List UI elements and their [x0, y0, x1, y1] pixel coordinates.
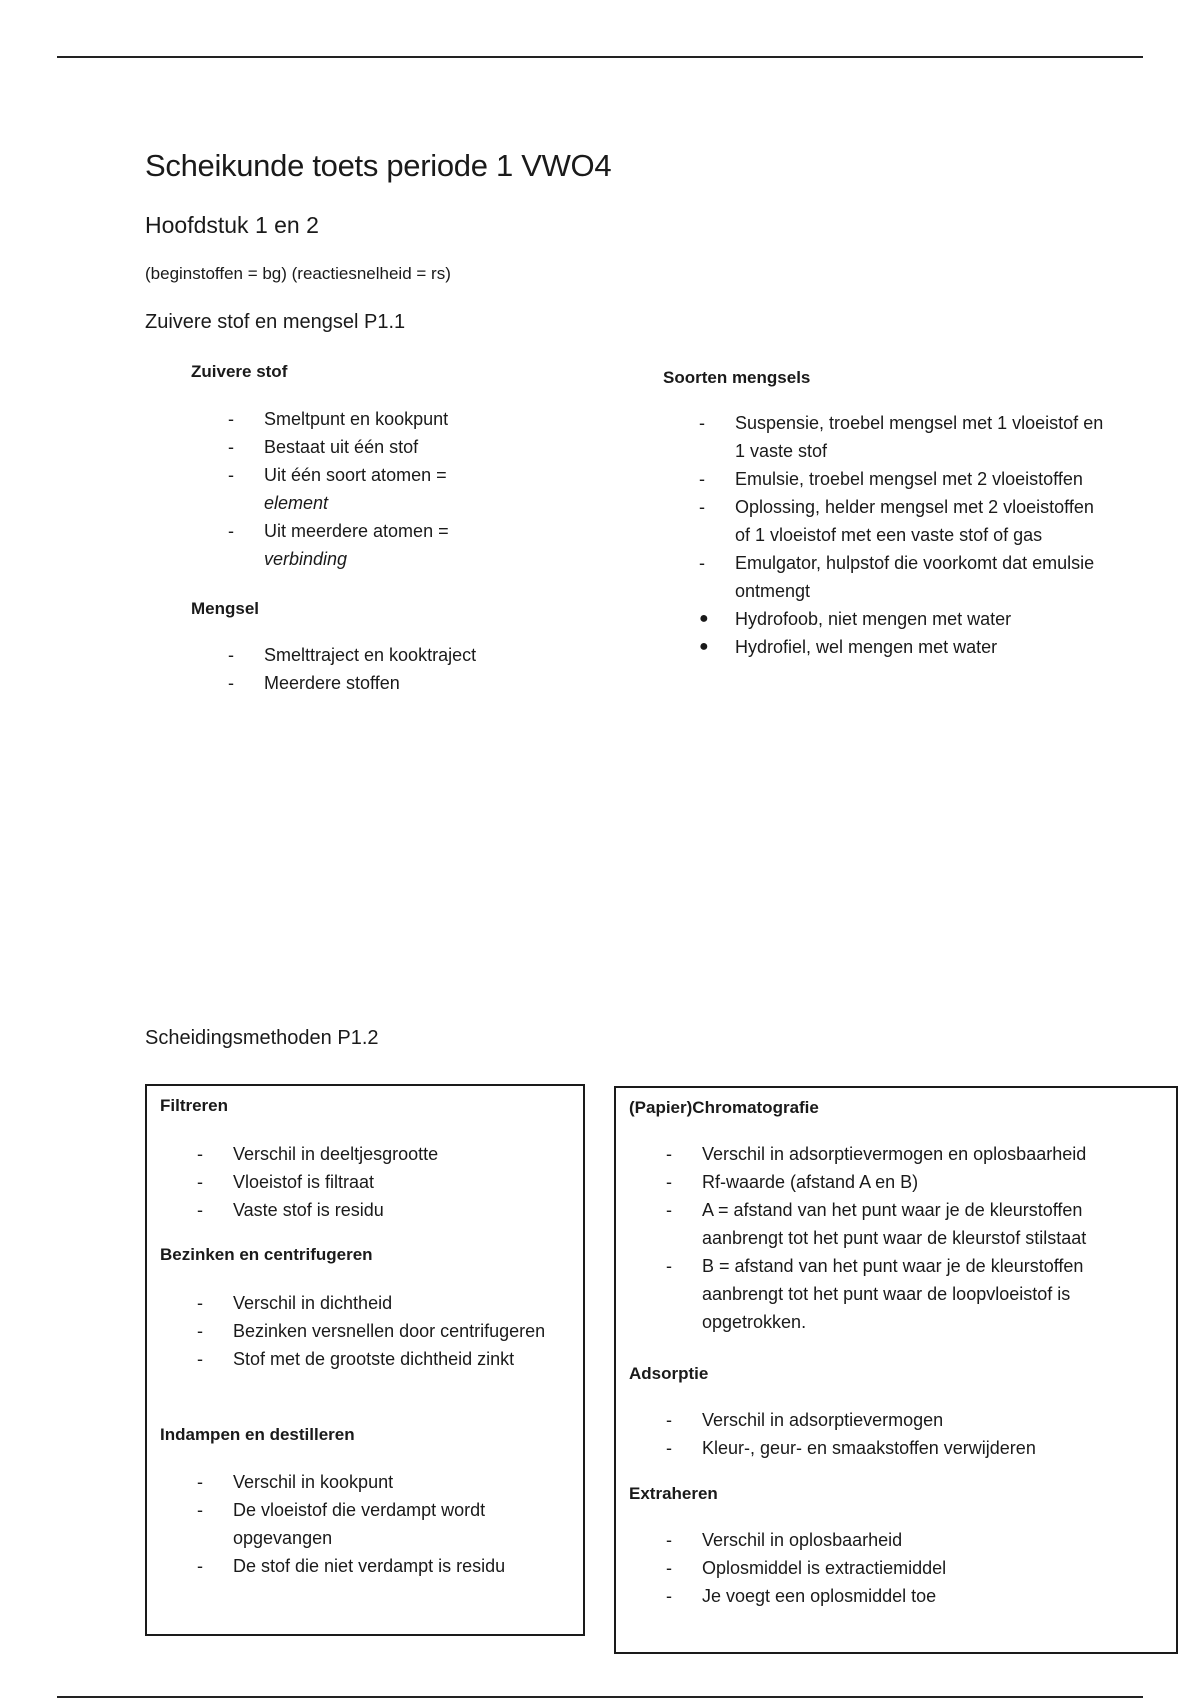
- list-item: - Smeltpunt en kookpunt: [228, 409, 449, 429]
- list-item: - Verschil in adsorptievermogen: [666, 1410, 944, 1430]
- soorten-mengsels-list: [699, 409, 1109, 661]
- adsorptie-list: [666, 1406, 1146, 1462]
- list-item: - Emulgator, hulpstof die voorkomt dat emulsie ontmengt: [699, 553, 1095, 601]
- list-item: - De stof die niet verdampt is residu: [197, 1556, 506, 1576]
- list-item: - Verschil in adsorptievermogen en oplosbaarheid: [666, 1144, 1087, 1164]
- list-item: - Smelttraject en kooktraject: [228, 645, 477, 665]
- list-item: ● Hydrofoob, niet mengen met water: [699, 609, 1012, 629]
- list-item: - B = afstand van het punt waar je de kleurstoffen aanbrengt tot het punt waar de loopvloeistof is opgetrokken.: [666, 1256, 1084, 1332]
- zuivere-stof-list: [228, 405, 528, 573]
- indampen-heading: Indampen en destilleren: [160, 1425, 355, 1444]
- list-item: - Vaste stof is residu: [197, 1200, 384, 1220]
- chromatografie-list: [666, 1140, 1146, 1336]
- list-item: - De vloeistof die verdampt wordt opgevangen: [197, 1500, 486, 1548]
- zuivere-stof-heading: Zuivere stof: [191, 362, 288, 381]
- list-item: - Kleur-, geur- en smaakstoffen verwijderen: [666, 1438, 1036, 1458]
- list-item: - Vloeistof is filtraat: [197, 1172, 375, 1192]
- filtreren-list: [197, 1140, 577, 1224]
- right-methods-box: [614, 1086, 1178, 1654]
- top-rule: [57, 56, 1143, 58]
- abbreviations-note: (beginstoffen = bg) (reactiesnelheid = rs): [145, 264, 451, 283]
- adsorptie-heading: Adsorptie: [629, 1364, 709, 1383]
- soorten-mengsels-heading: Soorten mengsels: [663, 368, 811, 387]
- list-item: - Verschil in deeltjesgrootte: [197, 1144, 439, 1164]
- list-item: - Oplossing, helder mengsel met 2 vloeistoffen of 1 vloeistof met een vaste stof of gas: [699, 497, 1094, 545]
- page-title: Scheikunde toets periode 1 VWO4: [145, 148, 612, 183]
- list-item: - Emulsie, troebel mengsel met 2 vloeistoffen: [699, 469, 1083, 489]
- list-item: - Bestaat uit één stof: [228, 437, 419, 457]
- list-item: - Bezinken versnellen door centrifugeren: [197, 1321, 546, 1341]
- bottom-rule: [57, 1696, 1143, 1698]
- page-subtitle: Hoofdstuk 1 en 2: [145, 212, 319, 238]
- list-item: - Suspensie, troebel mengsel met 1 vloeistof en 1 vaste stof: [699, 413, 1104, 461]
- mengsel-list: [228, 641, 548, 697]
- filtreren-heading: Filtreren: [160, 1096, 229, 1115]
- bezinken-heading: Bezinken en centrifugeren: [160, 1245, 373, 1264]
- list-item: - Je voegt een oplosmiddel toe: [666, 1586, 937, 1606]
- list-item: - A = afstand van het punt waar je de kleurstoffen aanbrengt tot het punt waar de kleurstof stilstaat: [666, 1200, 1087, 1248]
- list-item: - Uit één soort atomen = element: [228, 465, 447, 513]
- list-item: - Stof met de grootste dichtheid zinkt: [197, 1349, 515, 1369]
- indampen-list: [197, 1468, 567, 1580]
- list-item: - Oplosmiddel is extractiemiddel: [666, 1558, 947, 1578]
- left-methods-box: [145, 1084, 585, 1636]
- section-heading-p11: Zuivere stof en mengsel P1.1: [145, 311, 406, 333]
- list-item: ● Hydrofiel, wel mengen met water: [699, 637, 998, 657]
- chromatografie-heading: (Papier)Chromatografie: [629, 1098, 819, 1117]
- list-item: - Meerdere stoffen: [228, 673, 400, 693]
- extraheren-heading: Extraheren: [629, 1484, 718, 1503]
- list-item: - Verschil in kookpunt: [197, 1472, 394, 1492]
- list-item: - Rf-waarde (afstand A en B): [666, 1172, 919, 1192]
- list-item: - Verschil in dichtheid: [197, 1293, 393, 1313]
- extraheren-list: [666, 1526, 1146, 1610]
- list-item: - Uit meerdere atomen = verbinding: [228, 521, 449, 569]
- mengsel-heading: Mengsel: [191, 599, 260, 618]
- section-heading-p12: Scheidingsmethoden P1.2: [145, 1027, 379, 1049]
- list-item: - Verschil in oplosbaarheid: [666, 1530, 903, 1550]
- bezinken-list: [197, 1289, 547, 1373]
